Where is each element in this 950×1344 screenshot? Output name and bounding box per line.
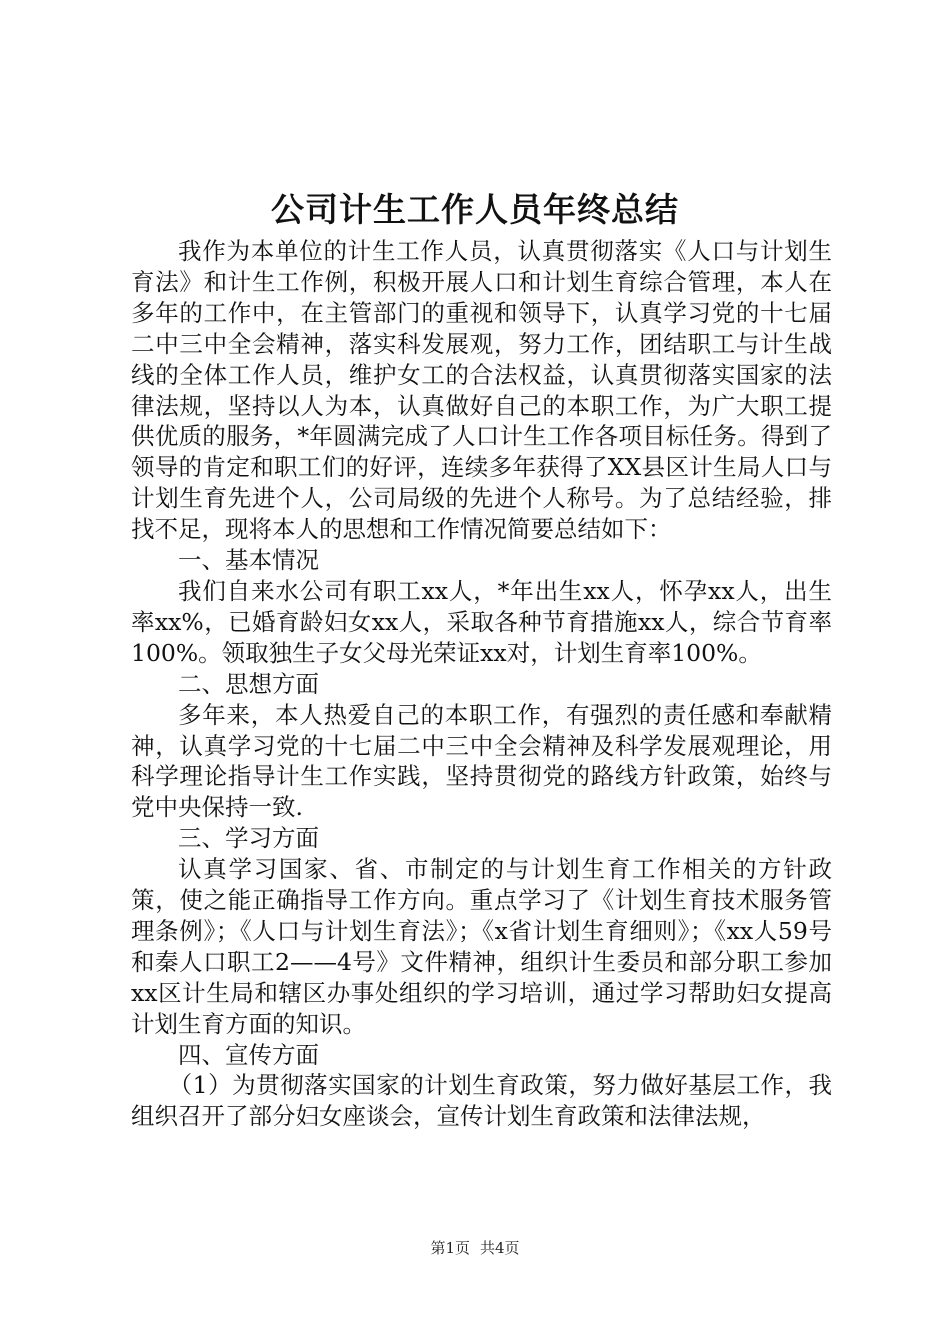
section-heading-study: 三、学习方面 (178, 824, 319, 853)
study-paragraph: 认真学习国家、省、市制定的与计划生育工作相关的方针政策，使之能正确指导工作方向。重点学习了《计划生育技术服务管理条例》；《人口与计划生育法》；《x省计划生育细则》；《xx人59号和秦人口职工2——4号》文件精神，组织计生委员和部分职工参加xx区计生局和辖区办事处组织的学习培训，通过学习帮助妇女提高计划生育方面的知识。 (131, 855, 832, 1038)
page-total: 共4页 (480, 1239, 520, 1257)
thought-paragraph: 多年来，本人热爱自己的本职工作，有强烈的责任感和奉献精神，认真学习党的十七届二中三中全会精神及科学发展观理论，用科学理论指导计生工作实践，坚持贯彻党的路线方针政策，始终与党中央保持一致. (131, 700, 832, 822)
section-heading-basic: 一、基本情况 (178, 546, 319, 575)
section-heading-publicity: 四、宣传方面 (178, 1040, 319, 1069)
page-number: 第1页 (430, 1239, 470, 1257)
publicity-item-1: （1）为贯彻落实国家的计划生育政策，努力做好基层工作，我组织召开了部分妇女座谈会，宣传计划生育政策和法律法规， (131, 1071, 832, 1131)
basic-paragraph: 我们自来水公司有职工xx人，*年出生xx人，怀孕xx人，出生率xx%，已婚育龄妇女xx人，采取各种节育措施xx人，综合节育率100%。领取独生子女父母光荣证xx对，计划生育率100%。 (131, 576, 832, 667)
intro-paragraph: 我作为本单位的计生工作人员，认真贯彻落实《人口与计划生育法》和计生工作例，积极开展人口和计划生育综合管理，本人在多年的工作中，在主管部门的重视和领导下，认真学习党的十七届二中三中全会精神，落实科发展观，努力工作，团结职工与计生战线的全体工作人员，维护女工的合法权益，认真贯彻落实国家的法律法规，坚持以人为本，认真做好自己的本职工作，为广大职工提供优质的服务，*年圆满完成了人口计生工作各项目标任务。得到了领导的肯定和职工们的好评，连续多年获得了XX县区计生局人口与计划生育先进个人，公司局级的先进个人称号。为了总结经验，排找不足，现将本人的思想和工作情况简要总结如下： (131, 237, 832, 544)
page-footer (0, 1238, 950, 1258)
document-title: 公司计生工作人员年终总结 (271, 190, 679, 229)
section-heading-thought: 二、思想方面 (178, 669, 319, 698)
document-body (131, 236, 832, 1132)
